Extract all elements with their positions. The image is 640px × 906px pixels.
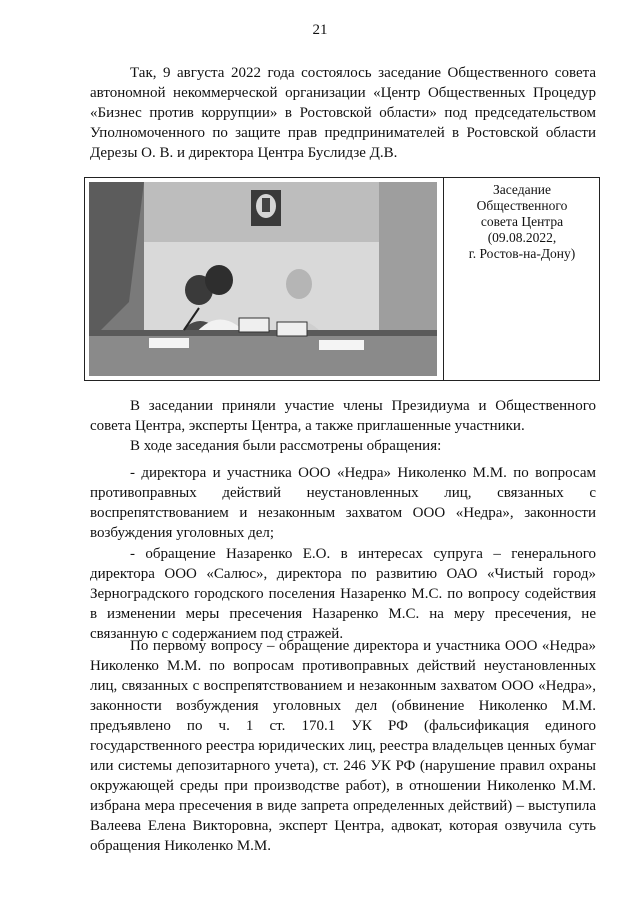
figure-divider xyxy=(443,178,444,380)
meeting-photo-image xyxy=(89,182,437,376)
figure-caption xyxy=(447,182,597,262)
caption-line: г. Ростов-на-Дону) xyxy=(468,246,576,261)
intro-paragraph: Так, 9 августа 2022 года состоялось заседание Общественного совета автономной некоммерческой организации «Центр Общественных Процедур «Бизнес против коррупции» в Ростовской области» под председательством Уполномоченного по защите прав предпринимателей в Ростовской области Дерезы О. В. и директора Центра Буслидзе Д.В. xyxy=(90,65,596,161)
caption-line: (09.08.2022, xyxy=(487,230,557,245)
appeal-item-2: - обращение Назаренко Е.О. в интересах супруга – генерального директора ООО «Салюс», директора по развитию ОАО «Чистый город» Зерноградского городского поселения Назаренко М.С. по вопросу содействия в изменении меры пресечения Назаренко М.С. на меру пресечения, не связанную с содержанием под стражей. xyxy=(90,546,596,642)
first-question-paragraph: По первому вопросу – обращение директора и участника ООО «Недра» Николенко М.М. по вопросам противоправных действий неустановленных лиц, связанных с воспрепятствованием и незаконным захватом ООО «Недра», законности возбуждения уголовных дел (обвинение Николенко М.М. предъявлено по ч. 1 ст. 170.1 УК РФ (фальсификация единого государственного реестра юридических лиц, реестра владельцев ценных бумаг или системы депозитарного учета), ст. 246 УК РФ (нарушение правил охраны окружающей среды при производстве работ), в отношении Николенко М.М. избрана мера пресечения в виде запрета определенных действий) – выступила Валеева Елена Викторовна, эксперт Центра, адвокат, которая озвучила суть обращения Николенко М.М. xyxy=(90,638,596,854)
meeting-photo xyxy=(89,182,437,376)
appeals-heading-paragraph: В ходе заседания были рассмотрены обращения: xyxy=(130,438,442,454)
figure-table xyxy=(84,177,600,381)
appeal-item-1: - директора и участника ООО «Недра» Николенко М.М. по вопросам противоправных действий неустановленных лиц, связанных с воспрепятствованием и незаконным захватом ООО «Недра», законности возбуждения уголовных дел; xyxy=(90,465,596,541)
participants-paragraph: В заседании приняли участие члены Президиума и Общественного совета Центра, эксперты Центра, а также приглашенные участники. xyxy=(90,398,596,434)
caption-line: совета Центра xyxy=(480,214,564,229)
page-number: 21 xyxy=(312,22,328,38)
caption-line: Заседание Общественного xyxy=(476,182,568,213)
